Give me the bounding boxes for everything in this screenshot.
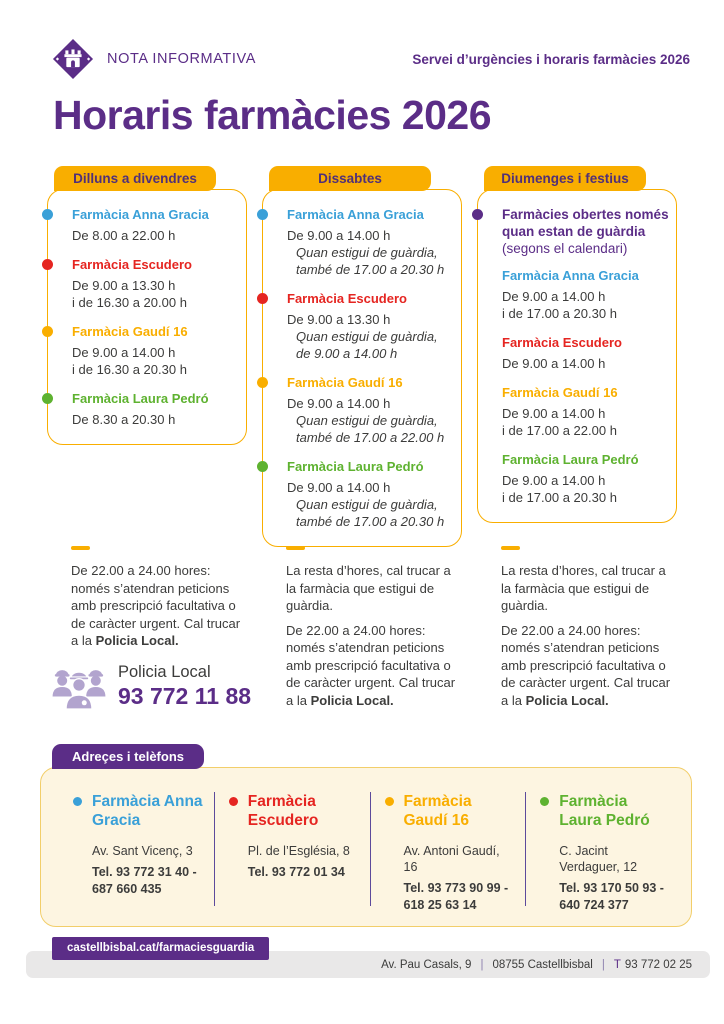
pharmacy-entry (287, 206, 455, 278)
address-item (370, 792, 526, 912)
bullet-dot-icon (257, 293, 268, 304)
pharmacy-hours: De 9.00 a 14.00 h (502, 356, 606, 371)
address-header (385, 792, 516, 830)
address-header (540, 792, 671, 830)
pharmacy-name: Farmàcia Escudero (72, 257, 192, 272)
pharmacy-entry (502, 451, 670, 506)
column-weekdays (47, 166, 247, 547)
address-item (214, 792, 370, 906)
pharmacy-name: Farmàcia Gaudí 16 (287, 375, 403, 390)
guard-note: també de 17.00 a 22.00 h (296, 430, 445, 445)
pharmacy-hours: De 9.00 a 14.00 h (287, 228, 391, 243)
header (52, 38, 690, 80)
bullet-dot-icon (42, 209, 53, 220)
note-saturdays (262, 546, 462, 716)
pharmacy-hours: i de 17.00 a 20.30 h (502, 490, 617, 505)
pharmacy-name: Farmàcia Escudero (287, 291, 407, 306)
pharmacy-hours: De 9.00 a 14.00 h (287, 480, 391, 495)
guard-pharmacies-url[interactable]: castellbisbal.cat/farmaciesguardia (52, 937, 269, 960)
addresses-card (40, 767, 692, 927)
address-header (73, 792, 204, 830)
tab-weekdays: Dilluns a divendres (54, 166, 216, 191)
guard-note: Quan estigui de guàrdia, (296, 413, 438, 428)
bullet-dot-icon (540, 797, 549, 806)
pharmacy-address: Av. Sant Vicenç, 3 (92, 844, 193, 858)
footer-city: 08755 Castellbisbal (492, 958, 593, 971)
police-officers-icon (48, 662, 110, 710)
pharmacy-name: Farmàcia Anna Gracia (92, 793, 203, 829)
pharmacy-name: Farmàcia Anna Gracia (287, 207, 424, 222)
pharmacy-phone: Tel. 93 772 01 34 (247, 865, 345, 879)
page-title: Horaris farmàcies 2026 (53, 92, 492, 138)
pharmacy-hours: De 9.00 a 13.30 h (287, 312, 391, 327)
pharmacy-name: Farmàcia Gaudí 16 (502, 385, 618, 400)
pharmacy-name: Farmàcia Laura Pedró (502, 452, 639, 467)
police-text (118, 663, 251, 710)
card-weekdays (47, 189, 247, 445)
note-paragraph: La resta d’hores, cal trucar a la farmàcia que estigui de guàrdia. (501, 563, 666, 613)
footer-address: Av. Pau Casals, 9 (381, 958, 472, 971)
bullet-dot-icon (472, 209, 483, 220)
guard-note: també de 17.00 a 20.30 h (296, 514, 445, 529)
column-saturdays (262, 166, 462, 547)
pharmacy-hours: i de 17.00 a 22.00 h (502, 423, 617, 438)
pharmacy-hours: i de 16.30 a 20.30 h (72, 362, 187, 377)
footer-separator: | (480, 958, 484, 971)
doc-type-label: NOTA INFORMATIVA (107, 51, 256, 67)
pharmacy-name: Farmàcia Escudero (502, 335, 622, 350)
tab-saturdays: Dissabtes (269, 166, 431, 191)
calendar-note: (segons el calendari) (502, 241, 628, 256)
pharmacy-name: Farmàcia Gaudí 16 (72, 324, 188, 339)
guard-only-text: Farmàcies obertes només quan estan de guàrdia (502, 207, 669, 239)
police-contact (48, 662, 251, 710)
pharmacy-entry (287, 458, 455, 530)
pharmacy-name: Farmàcia Laura Pedró (559, 793, 650, 829)
police-label: Policia Local (118, 662, 211, 681)
pharmacy-name: Farmàcia Anna Gracia (72, 207, 209, 222)
pharmacy-entry (502, 267, 670, 322)
note-dash-icon (71, 546, 90, 550)
pharmacy-entry (287, 290, 455, 362)
pharmacy-address: Pl. de l’Església, 8 (247, 844, 350, 858)
note-sundays (477, 546, 677, 716)
address-item (525, 792, 681, 912)
bullet-dot-icon (257, 209, 268, 220)
pharmacy-hours: De 9.00 a 13.30 h (72, 278, 176, 293)
note-paragraph: De 22.00 a 24.00 hores: només s’atendran peticions amb prescripció facultativa o de caràcter urgent. Cal trucar a la Policia Local. (71, 563, 241, 648)
pharmacy-name: Farmàcia Laura Pedró (72, 391, 209, 406)
pharmacy-name: Farmàcia Escudero (247, 793, 319, 829)
tab-addresses: Adreçes i telèfons (52, 744, 204, 769)
pharmacy-name: Farmàcia Anna Gracia (502, 268, 639, 283)
pharmacy-hours: De 9.00 a 14.00 h (502, 406, 606, 421)
pharmacy-entry (72, 390, 240, 428)
footer-separator: | (601, 958, 605, 971)
note-paragraph: De 22.00 a 24.00 hores: només s’atendran peticions amb prescripció facultativa o de caràcter urgent. Cal trucar a la Policia Local. (501, 622, 671, 708)
guard-note: també de 17.00 a 20.30 h (296, 262, 445, 277)
schedule-columns (47, 166, 677, 547)
guard-note: Quan estigui de guàrdia, (296, 329, 438, 344)
police-phone-number: 93 772 11 88 (118, 682, 252, 709)
bullet-dot-icon (42, 393, 53, 404)
pharmacy-entry (72, 323, 240, 378)
note-paragraph: La resta d’hores, cal trucar a la farmàcia que estigui de guàrdia. (286, 563, 451, 613)
pharmacy-hours: De 9.00 a 14.00 h (287, 396, 391, 411)
pharmacy-name: Farmàcia Gaudí 16 (403, 793, 472, 829)
note-dash-icon (501, 546, 520, 550)
bullet-dot-icon (385, 797, 394, 806)
pharmacy-entry (502, 334, 670, 372)
pharmacy-entry (287, 374, 455, 446)
note-paragraph: De 22.00 a 24.00 hores: només s’atendran peticions amb prescripció facultativa o de caràcter urgent. Cal trucar a la Policia Local. (286, 622, 456, 708)
pharmacy-entry (502, 384, 670, 439)
pharmacy-hours: De 8.30 a 20.30 h (72, 412, 176, 427)
pharmacy-name: Farmàcia Laura Pedró (287, 459, 424, 474)
castellbisbal-emblem-icon (52, 38, 94, 80)
footer-phone-label: T (613, 958, 621, 971)
guard-only-intro (502, 206, 670, 257)
bullet-dot-icon (42, 326, 53, 337)
bullet-dot-icon (229, 797, 238, 806)
card-saturdays (262, 189, 462, 547)
pharmacy-hours: De 9.00 a 14.00 h (502, 289, 606, 304)
pharmacy-phone: Tel. 93 170 50 93 - 640 724 377 (559, 881, 664, 912)
bullet-dot-icon (257, 377, 268, 388)
guard-note: Quan estigui de guàrdia, (296, 497, 438, 512)
card-sundays (477, 189, 677, 523)
pharmacy-address: Av. Antoni Gaudí, 16 (403, 844, 500, 874)
service-title: Servei d’urgències i horaris farmàcies 2026 (412, 51, 690, 67)
pharmacy-phone: Tel. 93 773 90 99 - 618 25 63 14 (403, 881, 509, 912)
pharmacy-phone: Tel. 93 772 31 40 - 687 660 435 (92, 865, 197, 896)
pharmacy-entry (72, 206, 240, 244)
note-dash-icon (286, 546, 305, 550)
bullet-dot-icon (42, 259, 53, 270)
pharmacy-hours: i de 17.00 a 20.30 h (502, 306, 617, 321)
footer-phone: 93 772 02 25 (624, 958, 692, 971)
tab-sundays: Diumenges i festius (484, 166, 646, 191)
pharmacy-address: C. Jacint Verdaguer, 12 (559, 844, 638, 874)
address-header (229, 792, 360, 830)
pharmacy-entry (72, 256, 240, 311)
bullet-dot-icon (73, 797, 82, 806)
pharmacy-hours: De 9.00 a 14.00 h (72, 345, 176, 360)
pharmacy-hours: De 8.00 a 22.00 h (72, 228, 176, 243)
address-item (59, 792, 214, 906)
pharmacy-hours: i de 16.30 a 20.00 h (72, 295, 187, 310)
pharmacy-hours: De 9.00 a 14.00 h (502, 473, 606, 488)
guard-note: de 9.00 a 14.00 h (296, 346, 398, 361)
guard-note: Quan estigui de guàrdia, (296, 245, 438, 260)
column-sundays (477, 166, 677, 547)
bullet-dot-icon (257, 461, 268, 472)
